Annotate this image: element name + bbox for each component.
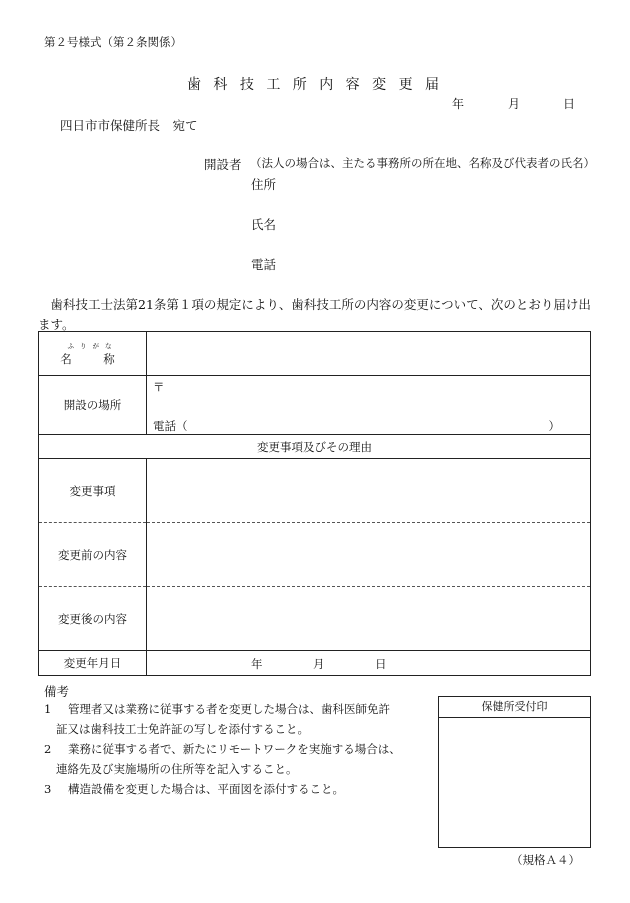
before-content-label: 変更前の内容 xyxy=(39,523,147,587)
location-input-cell[interactable] xyxy=(147,376,591,435)
remark-item-1: 1 管理者又は業務に従事する者を変更した場合は、歯科医師免許 証又は歯科技工士免許証の写しを添付すること。 xyxy=(44,702,390,736)
date-month-label: 月 xyxy=(508,97,521,111)
statement-text: 歯科技工士法第21条第１項の規定により、歯科技工所の内容の変更について、次のとおり届け出ます。 xyxy=(38,297,591,332)
after-content-label: 変更後の内容 xyxy=(39,587,147,651)
name-label: 名 称 xyxy=(60,351,125,366)
change-date-input[interactable] xyxy=(147,651,591,676)
furigana-label: ふりがな xyxy=(67,341,118,350)
after-content-input[interactable] xyxy=(147,587,591,651)
remark-item-3: 3 構造設備を変更した場合は、平面図を添付すること。 xyxy=(44,782,344,796)
applicant-address-label[interactable]: 住所 xyxy=(251,177,277,192)
name-input-cell[interactable] xyxy=(147,332,591,376)
change-date-day: 日 xyxy=(375,657,387,671)
applicant-name-label[interactable]: 氏名 xyxy=(251,217,277,232)
change-item-input[interactable] xyxy=(147,459,591,523)
location-phone-close: ） xyxy=(548,419,560,433)
applicant-note: （法人の場合は、主たる事務所の所在地、名称及び代表者の氏名） xyxy=(250,156,595,170)
reception-stamp-label: 保健所受付印 xyxy=(439,697,590,718)
applicant-label: 開設者 xyxy=(204,157,242,172)
change-date-year: 年 xyxy=(251,657,263,671)
section-header: 変更事項及びその理由 xyxy=(39,435,591,459)
location-phone-label: 電話（ xyxy=(153,419,188,433)
remarks-title: 備考 xyxy=(44,684,70,699)
date-year-label: 年 xyxy=(452,97,465,111)
date-day-label: 日 xyxy=(563,97,576,111)
reception-stamp-box xyxy=(438,696,591,848)
remark-item-2: 2 業務に従事する者で、新たにリモートワークを実施する場合は、 連絡先及び実施場所の住所等を記入すること。 xyxy=(44,742,401,776)
location-label: 開設の場所 xyxy=(39,376,147,435)
form-number: 第２号様式（第２条関係） xyxy=(44,35,182,49)
form-title: 歯 科 技 工 所 内 容 変 更 届 xyxy=(186,77,444,93)
paper-size-note: （規格Ａ４） xyxy=(511,853,580,867)
postal-mark: 〒 xyxy=(153,380,165,394)
change-item-label: 変更事項 xyxy=(39,459,147,523)
change-form-table xyxy=(38,331,591,676)
addressee: 四日市市保健所長 宛て xyxy=(60,118,198,133)
change-date-label: 変更年月日 xyxy=(39,651,147,676)
change-date-month: 月 xyxy=(313,657,325,671)
name-label-cell xyxy=(39,332,147,376)
before-content-input[interactable] xyxy=(147,523,591,587)
applicant-phone-label[interactable]: 電話 xyxy=(251,257,277,272)
